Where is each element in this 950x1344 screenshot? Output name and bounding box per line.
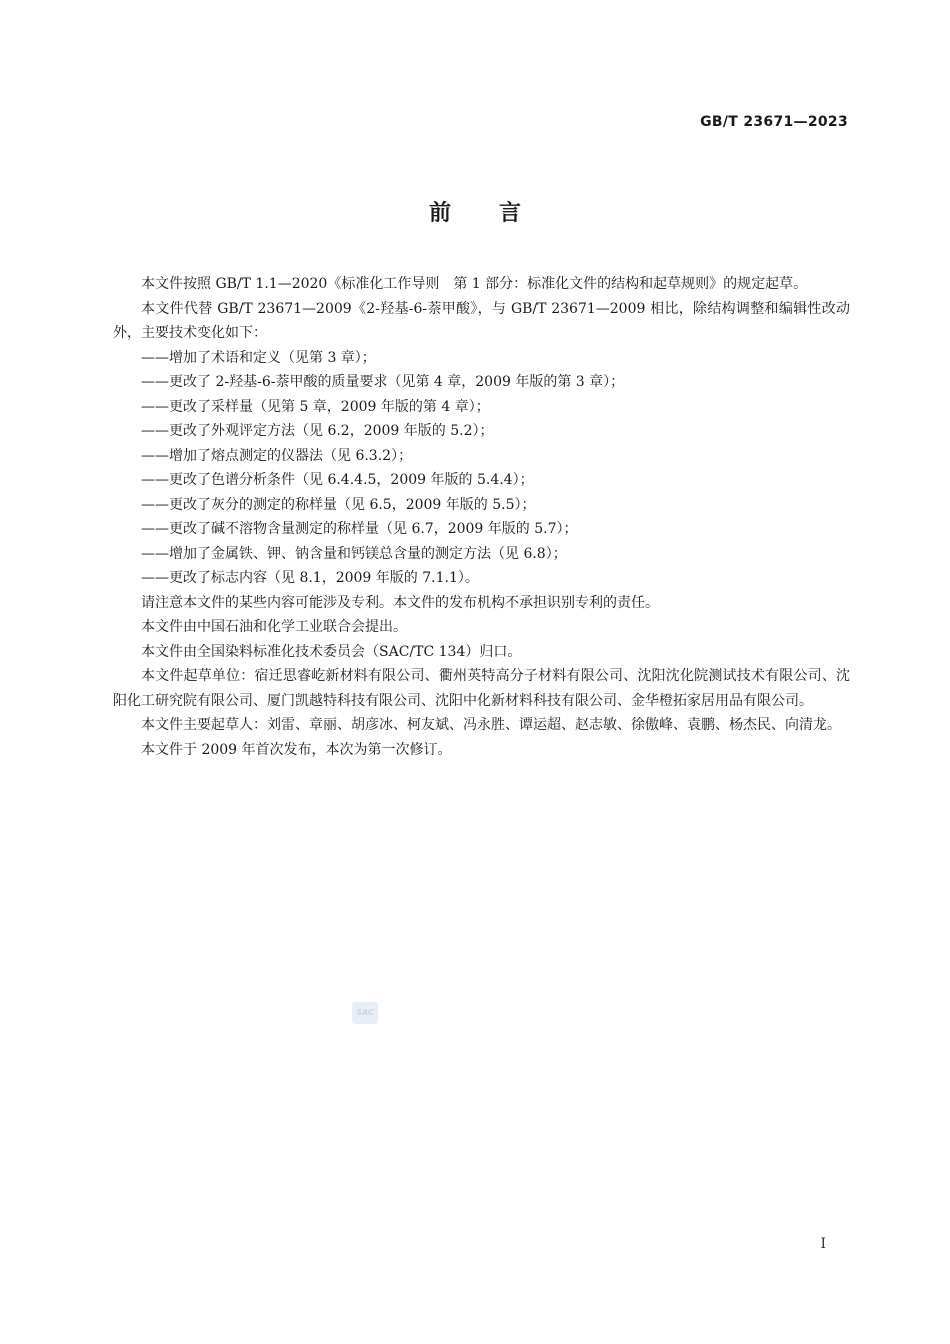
paragraph-proposer: 本文件由中国石油和化学工业联合会提出。: [141, 619, 407, 635]
list-item: ——更改了采样量（见第 5 章，2009 年版的第 4 章）；: [141, 398, 490, 415]
technical-changes-list: [113, 346, 850, 591]
sac-watermark-logo: SAC: [352, 1002, 378, 1024]
list-item: ——增加了术语和定义（见第 3 章）；: [141, 349, 376, 366]
list-item: ——更改了碱不溶物含量测定的称样量（见 6.7，2009 年版的 5.7）；: [141, 521, 578, 537]
list-item: ——更改了外观评定方法（见 6.2，2009 年版的 5.2）；: [141, 423, 494, 439]
foreword-body: [113, 272, 850, 762]
page-title: 前言: [428, 201, 569, 226]
paragraph-technical-committee: 本文件由全国染料标准化技术委员会（SAC/TC 134）归口。: [141, 643, 522, 660]
paragraph-patent-notice: 请注意本文件的某些内容可能涉及专利。本文件的发布机构不承担识别专利的责任。: [141, 594, 659, 611]
standard-code: GB/T 23671—2023: [700, 114, 848, 130]
paragraph-drafting-rules: 本文件按照 GB/T 1.1—2020《标准化工作导则 第 1 部分：标准化文件的结构和起草规则》的规定起草。: [141, 276, 808, 292]
paragraph-drafters: 本文件主要起草人：刘雷、章丽、胡彦冰、柯友斌、冯永胜、谭运超、赵志敏、徐傲峰、袁鹏、杨杰民、向清龙。: [141, 717, 841, 733]
list-item: ——更改了灰分的测定的称样量（见 6.5，2009 年版的 5.5）；: [141, 496, 536, 513]
list-item: ——增加了熔点测定的仪器法（见 6.3.2）；: [141, 447, 413, 464]
list-item: ——更改了色谱分析条件（见 6.4.4.5，2009 年版的 5.4.4）；: [141, 472, 534, 488]
page-number: I: [820, 1236, 826, 1252]
paragraph-replacement: 本文件代替 GB/T 23671—2009《2-羟基-6-萘甲酸》，与 GB/T 23671—2009 相比，除结构调整和编辑性改动外，主要技术变化如下：: [113, 300, 850, 341]
list-item: ——更改了 2-羟基-6-萘甲酸的质量要求（见第 4 章，2009 年版的第 3 章）；: [141, 374, 625, 390]
paragraph-drafting-units: 本文件起草单位：宿迁思睿屹新材料有限公司、衢州英特高分子材料有限公司、沈阳沈化院测试技术有限公司、沈阳化工研究院有限公司、厦门凯越特科技有限公司、沈阳中化新材料科技有限公司、金华橙拓家居用品有限公司。: [113, 668, 850, 709]
list-item: ——更改了标志内容（见 8.1，2009 年版的 7.1.1）。: [141, 570, 479, 586]
paragraph-publication-history: 本文件于 2009 年首次发布，本次为第一次修订。: [141, 741, 452, 758]
list-item: ——增加了金属铁、钾、钠含量和钙镁总含量的测定方法（见 6.8）；: [141, 545, 567, 562]
